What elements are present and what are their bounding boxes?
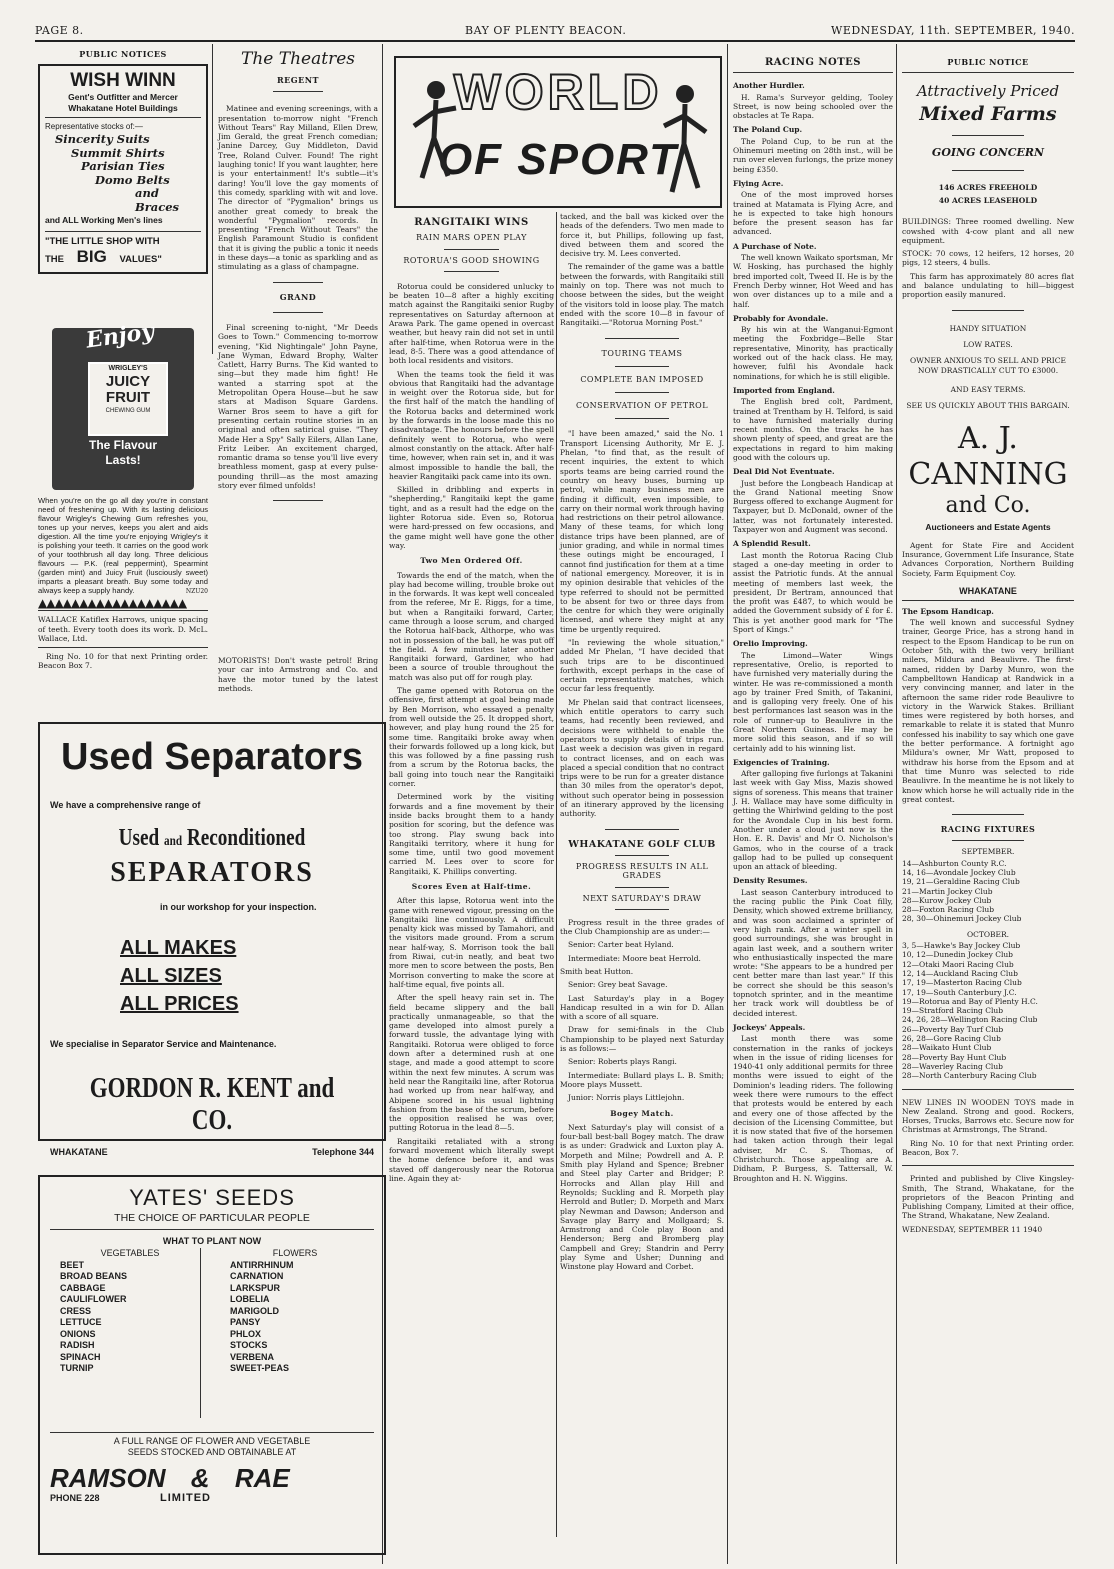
flower-item: LOBELIA bbox=[230, 1294, 270, 1304]
fixtures-month: SEPTEMBER. bbox=[961, 847, 1015, 857]
fixture-item: 28—North Canterbury Racing Club bbox=[902, 1071, 1037, 1081]
fixture-item: 19—Stratford Racing Club bbox=[902, 1006, 1004, 1016]
touring-subhead: COMPLETE BAN IMPOSED bbox=[580, 374, 704, 384]
farm-acres: 146 ACRES FREEHOLD bbox=[938, 183, 1038, 193]
rugby-paragraph: After this lapse, Rotorua went into the game with renewed vigour, pressing on the Rangitaiki line continuously. A difficult penalty kick was missed by Tamahori, and the visitors made ground. From a scrum near half-way, S. Morrison took the ball from Riwai, cut-in neatly, and beat two more men to score between the posts, Ben Morrison converting to make the score at half-time equal, five points all. bbox=[389, 896, 554, 989]
gum-code: NZU20 bbox=[185, 588, 208, 595]
ramson-rae-amp: & bbox=[190, 1463, 210, 1493]
racing-note-text: The English bred colt, Pardment, trained at Trentham by H. Telford, is said to have furnished materially during recent months. On the tracks he has shown plenty of speed, and great are the expectations in regard to him making good with the colours up. bbox=[733, 397, 893, 462]
motorists-notice bbox=[218, 656, 378, 716]
vegetable-item: ONIONS bbox=[60, 1328, 96, 1339]
rugby-paragraph: When the teams took the field it was obvious that Rangitaiki had the advantage in weight over the Rotorua side, but for the first half of the match the handling of the Rotorua backs and determined work by the forwards in the loose made this no disadvantage. The honours before the spell definitely went to Rotorua, who were almost constantly on the attack. After half-time, however, when rain set in, and it was almost impossible to handle the ball, the heavier Rangitaiki pack came into its own. bbox=[389, 369, 554, 481]
epsom-heading: The Epsom Handicap. bbox=[902, 606, 994, 616]
fixture-item: 28, 30—Ohinemuri Jockey Club bbox=[902, 914, 1022, 924]
vegetable-item: RADISH bbox=[60, 1340, 95, 1350]
golf-paragraph: Draw for semi-finals in the Club Championship to be played next Saturday is as follows:— bbox=[560, 1025, 724, 1054]
farm-feature: LOW RATES. bbox=[963, 339, 1013, 349]
canning-town: WHAKATANE bbox=[902, 582, 1074, 601]
racing-note-text: The well known Waikato sportsman, Mr W. Hosking, has purchased the highly bred imported colt, Tweed II. He is by the French Derby winner, Hot Weed and has won over distances up to a mile and a half. bbox=[733, 253, 893, 309]
gum-tag: The Flavour bbox=[88, 438, 157, 452]
racing-notes-column bbox=[733, 52, 893, 1542]
ad-slogan: "THE LITTLE SHOP WITH bbox=[45, 236, 160, 248]
flower-list bbox=[230, 1260, 360, 1375]
masthead bbox=[35, 0, 1075, 42]
fixture-item: 28—Poverty Bay Hunt Club bbox=[902, 1052, 1007, 1062]
section-heading: PUBLIC NOTICE bbox=[947, 57, 1029, 67]
gum-brand: FRUIT bbox=[105, 389, 151, 406]
stock-item: Domo Belts bbox=[95, 172, 170, 187]
farm-feature: HANDY SITUATION bbox=[949, 323, 1027, 333]
ad-line: and ALL Working Men's lines bbox=[45, 214, 201, 232]
racing-note-heading: A Purchase of Note. bbox=[733, 241, 817, 251]
rugby-subheading: Scores Even at Half-time. bbox=[411, 882, 532, 891]
flower-item: PANSY bbox=[230, 1317, 261, 1327]
separators-line: and bbox=[164, 834, 183, 849]
ad-slogan: THE bbox=[45, 254, 64, 266]
fixture-item: 10, 12—Dunedin Jockey Club bbox=[902, 950, 1013, 960]
golf-paragraph: Last Saturday's play in a Bogey Handicap resulted in a win for D. Allan with a score of all square. bbox=[560, 993, 724, 1022]
golf-result: Smith beat Hutton. bbox=[560, 967, 634, 976]
theatres-title: The Theatres bbox=[241, 49, 355, 69]
yates-range: SEEDS STOCKED AND OBTAINABLE AT bbox=[127, 1447, 297, 1457]
farm-detail: STOCK: 70 cows, 12 heifers, 12 horses, 20 pigs, 12 steers, 4 bulls. bbox=[902, 249, 1074, 268]
gum-brand: JUICY bbox=[105, 373, 151, 390]
racing-note-heading: Jockeys' Appeals. bbox=[733, 1022, 806, 1032]
racing-note-heading: The Poland Cup. bbox=[733, 125, 803, 135]
flower-item: VERBENA bbox=[230, 1351, 275, 1362]
racing-notes-list bbox=[733, 81, 893, 1183]
racing-note-heading: Orelio Improving. bbox=[733, 639, 808, 649]
golf-result: Junior: Norris plays Littlejohn. bbox=[568, 1093, 685, 1103]
ramson-rae-name: RAMSON bbox=[50, 1463, 166, 1493]
racing-title: RACING NOTES bbox=[764, 57, 861, 68]
vegetable-item: SPINACH bbox=[60, 1351, 101, 1362]
ramson-phone: PHONE 228 bbox=[50, 1493, 100, 1503]
golf-paragraph: Next Saturday's play will consist of a four-ball best-ball Bogey match. The draw is as under: Gradwick and Luxton play A. Morpeth and Milne; Powdrell and A. P. Smith play Hyland and Spence; Brebner and Steel play Carter and Bridger; P. Horrocks and Allan play Hill and Reynolds; Suckling and R. Morpeth play Herrold and Butler; D. Morpeth and Marx play Newman and Dawson; Anderson and Savage play Barry and Mollgaard; S. Armstrong and Cole play Boon and Henderson; Berg and Bromberg play Campbell and Grey; Standrin and Perry play Syme and Usher; Dunning and Winstone play Howard and Corbet. bbox=[560, 1122, 724, 1272]
farm-ad-title: Mixed Farms bbox=[919, 103, 1057, 126]
gum-copy: When you're on the go all day you're in constant need of freshening up. With its lasting delicious flavour Wrigley's Chewing Gum refreshes you, tones up your nerves, keeps you alert and aids digestion. All the time you're enjoying Wrigley's it is polishing your teeth. It carries on the good work of your toothbrush all day long. Three delicious flavours — P.K. (real peppermint), Spearmint (garden mint) and Juicy Fruit (lusciously sweet) imparts a pleasant breath. Buy some today and always keep a supply handy. bbox=[38, 496, 208, 595]
sport-column-b bbox=[560, 212, 724, 1537]
touring-headline: TOURING TEAMS bbox=[601, 348, 683, 358]
epsom-article: The well known and successful Sydney trainer, George Price, has a strong hand in respect to the Epsom Handicap to be run on October 5th, with the two very brilliant milers, Mildura and Beaulivre. The first-named, ridden by Darby Munro, won the Campbelltown Handicap at Randwick in a very convincing manner, and later in the afternoon the same rider rode Beaulivre to victory in the Warwick Stakes. Brilliant times were registered by both horses, and remarkable to relate it is stated that Munro confessed his inability to say which one gave the better performance. A fortnight ago Mildura's owner, Mr Watt, proposed to withdraw his horse from the Epsom and at that time Munro was selected to ride Beaulivre. In the meantime he is not likely to know which horse he will actually ride in the great contest. bbox=[902, 618, 1074, 804]
advertiser-name: WISH WINN bbox=[70, 70, 176, 92]
october-fixtures bbox=[902, 941, 1074, 1080]
vegetable-list bbox=[60, 1260, 200, 1375]
paper-title: BAY OF PLENTY BEACON. bbox=[465, 24, 627, 37]
racing-note-heading: Imported from England. bbox=[733, 385, 835, 395]
rugby-paragraph: Rotorua could be considered unlucky to be beaten 10—8 after a highly exciting match against the Rangitaiki senior Rugby representatives on Saturday afternoon at Arawa Park. The game opened in overcast weather, but heavy rain did not set in until after half-time, when Rotorua were in the lead, 8-5. There was a good attendance of both local residents and visitors. bbox=[389, 281, 554, 366]
flower-item: ANTIRRHINUM bbox=[230, 1259, 294, 1270]
flower-item: MARIGOLD bbox=[230, 1305, 279, 1316]
flower-item: CARNATION bbox=[230, 1271, 284, 1281]
gum-tagline bbox=[52, 438, 194, 468]
ramson-rae-name: RAE bbox=[234, 1463, 290, 1493]
wallace-notice: WALLACE Katiflex Harrows, unique spacing of teeth. Every tooth does its work. D. McL. Wallace, Ltd. bbox=[38, 615, 208, 643]
racing-note-text: One of the most improved horses trained at Matamata is Flying Acre, and he is expected to take high honours before the present season has far advanced. bbox=[733, 190, 893, 237]
farm-acres: 40 ACRES LEASEHOLD bbox=[938, 196, 1038, 206]
vegetable-item: CAULIFLOWER bbox=[60, 1294, 127, 1304]
regent-heading: REGENT bbox=[277, 75, 319, 85]
stock-item: and Braces bbox=[135, 186, 180, 214]
golf-result: Intermediate: Moore beat Herrold. bbox=[568, 953, 701, 963]
fixture-item: 19, 21—Geraldine Racing Club bbox=[902, 877, 1020, 887]
toys-notice: NEW LINES IN WOODEN TOYS made in New Zealand. Strong and good. Rockers, Horses, Trucks, Barrows etc. Secure now for Christmas at Armstrongs, The Strand. bbox=[902, 1097, 1074, 1135]
separators-ad bbox=[38, 722, 386, 1158]
fixture-item: 28—Foxton Racing Club bbox=[902, 905, 994, 915]
racing-note-heading: Density Resumes. bbox=[733, 876, 808, 886]
racing-note-text: The Limond—Water Wings representative, Orelio, is reported to have furnished very materially during the winter. He was re-commissioned a month ago by trainer Fred Smith, of Takanini, and is galloping very freely. One of his best performances last season was in the role of runner-up to Beaulivre in the Great Northern Guineas. He may be more solid this season, and if so will certainly add to his winning list. bbox=[733, 650, 893, 753]
flower-item: STOCKS bbox=[230, 1340, 268, 1350]
racing-note-text: After galloping five furlongs at Takanini last week with Gay Miss, Mazis showed signs of soreness. This means that trainer J. H. Wallace may have some difficulty in getting the Whirlwind gelding to the post for the Avondale Cup in his best form. Another under a cloud just now is the Hon. E. R. Davis' and Mr O. Nicholson's Gamos, who in the course of a track gallop had to be pulled up consequent upon an attack of bleeding. bbox=[733, 769, 893, 872]
fixture-item: 3, 5—Hawke's Bay Jockey Club bbox=[902, 941, 1021, 951]
golf-result: Senior: Carter beat Hyland. bbox=[568, 940, 674, 950]
canning-agent: Agent for State Fire and Accident Insurance, Government Life Insurance, State Advances Corporation, Northern Building Society, Farm Equipment Coy. bbox=[902, 540, 1074, 578]
farm-detail: This farm has approximately 80 acres flat and balance undulating to hill—biggest proportion easily manured. bbox=[902, 271, 1074, 300]
rugby-paragraph: Towards the end of the match, when the play had become willing, trouble broke out in the forwards. It was kept well concealed from the referee, Mr E. Riggs, for a time, but when a Rangitaiki forward, Carter, came through a loose scrum, and charged the Rotorua half-back, Althorpe, who was not in possession of the ball, he was put off the field. A few minutes later another Rangitaiki forward, Gardiner, who had been a source of trouble throughout the match was also put off for rough play. bbox=[389, 570, 554, 682]
vegetable-item: CRESS bbox=[60, 1305, 92, 1316]
golf-result: Intermediate: Bullard plays L. B. Smith; Moore plays Mussett. bbox=[560, 1070, 724, 1089]
imprint: Printed and published by Clive Kingsley-Smith, The Strand, Whakatane, for the proprietors of the Beacon Printing and Publishing Company, Limited at their office, The Strand, Whakatane, New Zealand. bbox=[902, 1174, 1074, 1221]
racing-note-text: Last season Canterbury introduced to the racing public the Pink Coat filly, Density, which showed extreme brilliancy, and was soon acclaimed a sprinter of very high rank. After a winter spell in good surroundings, she was brought in again last week, and a southern writer who enthusiastically inspected the mare wrote: "She appears to be a hundred per cent better mare than last year." If this be correct she should be this season's topnotch sprinter, and in the meantime her track work will doubtless be of decided interest. bbox=[733, 887, 893, 1018]
banner-title: OF SPORT bbox=[437, 135, 679, 184]
issue-date: WEDNESDAY, 11th. SEPTEMBER, 1940. bbox=[831, 24, 1075, 37]
stock-item: Parisian Ties bbox=[81, 159, 165, 174]
banner-title: WORLD bbox=[453, 64, 663, 120]
fixtures-heading: RACING FIXTURES bbox=[940, 824, 1036, 835]
motorists-text: MOTORISTS! Don't waste petrol! Bring your car into Armstrong and Co. and have the motor tuned by the latest methods. bbox=[218, 656, 378, 693]
stock-item: Summit Shirts bbox=[71, 145, 165, 160]
separators-feature: ALL SIZES bbox=[120, 965, 222, 987]
yates-veg-heading: VEGETABLES bbox=[100, 1248, 160, 1258]
golf-paragraph: Progress result in the three grades of the Club Championship are as under:— bbox=[560, 917, 724, 937]
fixture-item: 21—Martin Jockey Club bbox=[902, 886, 993, 896]
racing-note-heading: Probably for Avondale. bbox=[733, 313, 829, 323]
racing-note-text: Just before the Longbeach Handicap at the Grand National meeting Snow Burgess offered to exchange Augment for Taxpayer, but D. McDonald, owner of the latter, was not fortunately interested. Taxpayer won and Augment was second. bbox=[733, 478, 893, 535]
fixtures-month: OCTOBER. bbox=[966, 929, 1010, 939]
flower-item: LARKSPUR bbox=[230, 1282, 281, 1293]
separators-firm: GORDON R. KENT and CO. bbox=[89, 1073, 335, 1137]
golf-subheading: Bogey Match. bbox=[610, 1108, 674, 1118]
racing-note-heading: Exigencies of Training. bbox=[733, 757, 830, 767]
ad-line: Gent's Outfitter and Mercer bbox=[68, 92, 178, 103]
ad-line: Representative stocks of:— bbox=[45, 122, 143, 132]
fixture-item: 12—Otaki Maori Racing Club bbox=[902, 959, 1014, 969]
racing-note-text: By his win at the Wanganui-Egmont meeting the Foxbridge—Belle Star representative, Minority, has practically worked out of the hack class. He may, however, fulfil his Avondale hack nominations, for which he is still eligible. bbox=[733, 325, 893, 381]
separators-feature: ALL MAKES bbox=[120, 937, 237, 959]
grand-heading: GRAND bbox=[279, 291, 317, 302]
gum-brand: WRIGLEY'S bbox=[108, 365, 148, 372]
separators-workshop: in our workshop for your inspection. bbox=[160, 902, 317, 912]
golf-result: Senior: Grey beat Savage. bbox=[568, 980, 668, 990]
rugby-subhead: RAIN MARS OPEN PLAY bbox=[416, 233, 527, 243]
fixture-item: 17, 19—Masterton Racing Club bbox=[902, 978, 1022, 988]
section-heading: PUBLIC NOTICES bbox=[79, 49, 167, 59]
separators-phone: Telephone 344 bbox=[312, 1147, 374, 1158]
touring-paragraph: "In reviewing the whole situation," added Mr Phelan, "I have decided that such trips are to be discontinued forthwith, except perhaps in the case of certain representative matches, which occur far less frequently. bbox=[560, 637, 724, 694]
canning-firm: A. J. CANNING bbox=[908, 420, 1068, 492]
farm-going-concern: GOING CONCERN bbox=[931, 146, 1045, 160]
ad-slogan: VALUES" bbox=[119, 254, 162, 266]
yates-range: A FULL RANGE OF FLOWER AND VEGETABLE bbox=[113, 1436, 311, 1446]
fixture-item: 26, 28—Gore Racing Club bbox=[902, 1034, 1001, 1044]
racing-note-text: Last month the Rotorua Racing Club staged a one-day meeting in order to assist the Patriotic funds. At the annual meeting of members last week, the president, Dr Bertram, announced that the profit was £487, to which would be added the Government subsidy of £ for £. This is yet another good mark for "The Sport of Kings." bbox=[733, 550, 893, 635]
fixture-item: 14, 16—Avondale Jockey Club bbox=[902, 867, 1016, 877]
canning-firm: and Co. bbox=[945, 492, 1031, 518]
farm-detail: BUILDINGS: Three roomed dwelling. New cowshed with 4-cow plant and all new equipment. bbox=[902, 217, 1074, 245]
golf-subhead: NEXT SATURDAY'S DRAW bbox=[582, 893, 702, 903]
athlete-figure bbox=[660, 82, 710, 200]
separators-title: Used Separators bbox=[60, 736, 363, 778]
racing-note-heading: Deal Did Not Eventuate. bbox=[733, 467, 835, 477]
ramson-limited: LIMITED bbox=[160, 1492, 211, 1504]
flower-item: SWEET-PEAS bbox=[230, 1363, 290, 1373]
golf-headline: WHAKATANE GOLF CLUB bbox=[568, 838, 716, 850]
fixture-item: 19—Rotorua and Bay of Plenty H.C. bbox=[902, 996, 1038, 1006]
gum-tag: Lasts! bbox=[105, 453, 141, 467]
racing-note-text: The Poland Cup, to be run at the Ohinemuri meeting on 28th inst., will be run over eleven furlongs, the prize money being £350. bbox=[733, 136, 893, 174]
wish-winn-ad bbox=[38, 64, 208, 274]
fixture-item: 26—Poverty Bay Turf Club bbox=[902, 1024, 1004, 1034]
separators-line: Used bbox=[118, 825, 160, 851]
vegetable-item: TURNIP bbox=[60, 1363, 94, 1373]
vegetable-item: BEET bbox=[60, 1259, 85, 1270]
athlete-figure bbox=[406, 78, 466, 198]
rugby-subheading: Two Men Ordered Off. bbox=[420, 556, 523, 566]
fixture-item: 28—Waikato Hunt Club bbox=[902, 1043, 992, 1053]
gum-brand: CHEWING GUM bbox=[105, 408, 151, 414]
farm-ad-title: Attractively Priced bbox=[916, 82, 1060, 101]
rugby-paragraph: Skilled in dribbling and experts in "shepherding," Rangitaiki kept the game tight, and as a result had the edge on the lighter Rotorua side. Even so, Rotorua were hard-pressed on few occasions, and the game might well have gone the other way. bbox=[389, 485, 554, 550]
vegetable-item: LETTUCE bbox=[60, 1317, 102, 1327]
rugby-paragraph: The game opened with Rotorua on the offensive, first attempt at goal being made by Ben Morrison, who essayed a penalty from well outside the 25. It dropped short, however, and play hung round the 25 for some time. Rangitaiki broke away when their forwards followed up a long kick, but this was followed by a fine passing rush from a scrum by the Rotorua backs, the ball going into touch near the Rangitaiki corner. bbox=[389, 686, 554, 789]
golf-result: Senior: Roberts plays Rangi. bbox=[568, 1057, 677, 1067]
golf-subhead: PROGRESS RESULTS IN ALL GRADES bbox=[575, 861, 709, 881]
world-of-sport-banner bbox=[394, 56, 722, 208]
yates-title: YATES' SEEDS bbox=[129, 1185, 295, 1210]
yates-seeds-ad bbox=[38, 1175, 386, 1555]
wrigleys-ad bbox=[38, 318, 208, 671]
vegetable-item: CABBAGE bbox=[60, 1282, 106, 1293]
farm-feature: SEE US QUICKLY ABOUT THIS BARGAIN. bbox=[906, 400, 1070, 410]
yates-flower-heading: FLOWERS bbox=[272, 1248, 318, 1258]
touring-paragraph: Mr Phelan said that contract licensees, which entitle operators to carry such teams, had recently been reviewed, and decisions were withheld to enable the operators to supply details of trips run. Last week a decision was given in regard to contract licenses, and on each was placed a special condition that no contract trips were to be run for a greater distance than 30 miles from the operator's depot, without such operator being in possession of an itinerary approved by the licensing authority. bbox=[560, 697, 724, 819]
stock-list bbox=[45, 133, 201, 214]
column-rule bbox=[212, 44, 213, 354]
ad-slogan: BIG bbox=[76, 247, 107, 267]
gum-illustration bbox=[52, 318, 194, 490]
public-notice-column bbox=[902, 52, 1074, 1542]
regent-review: Matinee and evening screenings, with a presentation to-morrow night "French Without Tears" Ray Milland, Ellen Drew, Jim Gerald, the great French comedian; Janine Darcey, Guy Middleton, David Tree, Roland Culver. Found! The right laughing tonic! If you want laughter, here is your entertainment! It's subtle—it's daring! You'll love the gay moments of this comedy, sparkling with wit and love. The director of "Pygmalion" brings us another great comedy to break the wonderful "Pygmalion" records. In presenting "French Without Tears" the English Paramount Studio is confident that it is giving the public a tonic it needs in these days—a tonic as sparkling and as stimulating as a glass of champagne. bbox=[218, 104, 379, 272]
rugby-paragraph: Rangitaiki retaliated with a strong forward movement which literally swept the home defence before it, and was staved off dangerously near the Rotorua line. Again they at- bbox=[389, 1136, 554, 1183]
separators-town: WHAKATANE bbox=[50, 1147, 108, 1158]
separators-intro: We have a comprehensive range of bbox=[50, 800, 201, 810]
separators-heading: SEPARATORS bbox=[110, 857, 314, 888]
racing-note-text: Last month there was some consternation in the ranks of jockeys when in the issue of riding licenses for 1940-41 only additional permits for three months were issued to eight of the Dominion's leading riders. The following week there were rumours to the effect that protests would be entered by each and every one of those affected by the decision of the Licensing Committee, but it is now stated that five of the horsemen had taken action through their legal adviser, Mr C. S. Thomas, of Christchurch. Those appealing are A. Didham, P. Burgess, S. Tattersall, W. Broughton and H. N. Wiggins. bbox=[733, 1034, 893, 1183]
grand-review: Final screening to-night, "Mr Deeds Goes to Town." Commencing to-morrow evening, "Kid Nightingale" John Payne, Jane Wyman, Edward Brophy, Walter Catlett, Harry Burns. The Kid wanted to sing—but they made him fight! He wanted a starring spot at the Metropolitan Opera House—but he saw stars at Madison Square Gardens. Warner Bros seem to have a gift for presenting certain routine stories in an original and often satirical guise. "They Made Her a Spy" Sally Eilers, Allan Lane, Fritz Leiber. An excitement charged, romantic drama so tense you'll live every breathless moment, gasp at every pulse-pounding thrill—as the most amazing story ever filmed unfolds! bbox=[218, 322, 378, 490]
printing-notice: Ring No. 10 for that next Printing order. Beacon Box 7. bbox=[38, 652, 208, 671]
public-notices-column bbox=[38, 44, 208, 354]
triangle-border: ▲▲▲▲▲▲▲▲▲▲▲▲▲▲▲▲▲▲ bbox=[38, 596, 208, 611]
page-number: PAGE 8. bbox=[35, 24, 84, 37]
gum-enjoy-text: Enjoy bbox=[84, 318, 156, 354]
racing-note-heading: Flying Acre. bbox=[733, 178, 784, 188]
flower-item: PHLOX bbox=[230, 1328, 262, 1339]
ad-line: Whakatane Hotel Buildings bbox=[45, 103, 201, 118]
rugby-paragraph: tacked, and the ball was kicked over the heads of the defenders. Two men made to force it, but Phillips, following up fast, dived between them and scored the decisive try. M. Lees converted. bbox=[560, 212, 724, 259]
yates-subtitle: THE CHOICE OF PARTICULAR PEOPLE bbox=[50, 1211, 374, 1230]
rugby-report-column bbox=[389, 212, 554, 1537]
fixture-item: 28—Waverley Racing Club bbox=[902, 1061, 1003, 1071]
theatres-column bbox=[218, 44, 379, 490]
farm-feature: AND EASY TERMS. bbox=[950, 384, 1026, 394]
canning-tagline: Auctioneers and Estate Agents bbox=[925, 521, 1051, 532]
september-fixtures bbox=[902, 859, 1074, 924]
yates-what: WHAT TO PLANT NOW bbox=[162, 1236, 262, 1246]
touring-subhead: CONSERVATION OF PETROL bbox=[575, 401, 708, 411]
racing-note-heading: A Splendid Result. bbox=[733, 539, 811, 549]
rugby-paragraph: After the spell heavy rain set in. The field became slippery and the ball practically unmanageable, so that the game developed into almost purely a forward tussle, the advantage lying with Rangitaiki. Rotorua were obliged to force down after a determined rush at one stage, and made a good attempt to score within the next few minutes. A scrum was held near the Rangitaiki line, after Rotorua had worked up from near half-way, and Abipene scored in his usual lightning fashion from the base of the scrum, before the opposition realised he was over, putting Rotorua in the lead 8—5. bbox=[389, 993, 554, 1133]
rugby-subhead: ROTORUA'S GOOD SHOWING bbox=[403, 255, 540, 265]
fixture-item: 17, 19—South Canterbury J.C. bbox=[902, 987, 1017, 997]
separators-feature: ALL PRICES bbox=[120, 993, 239, 1015]
rugby-paragraph: The remainder of the game was a battle between the forwards, with Rangitaiki still mainly on top. There was not much to choose between the sides, but the weight of the visitors told in loose play. The match ended with the score 10—8 in favour of Rangitaiki.—"Rotorua Morning Post." bbox=[560, 262, 724, 328]
vegetable-item: BROAD BEANS bbox=[60, 1271, 128, 1281]
racing-note-heading: Another Hurdler. bbox=[733, 81, 805, 91]
touring-paragraph: "I have been amazed," said the No. 1 Transport Licensing Authority, Mr E. J. Phelan, "to find that, as the result of recent inquiries, the extent to which sports teams are being carried round the country on heavy buses, burning up petrol, while many business men are finding it difficult, even impossible, to carry on their normal work through having had restrictions on their petrol allowance. Many of these teams, for which long distance trips have been planned, are of junior grading, and while in normal times these outings might be encouraged, I cannot find justification for them at a time of national emergency. Moreover, it is in my opinion desirable that vehicles of the type referred to should not be permitted to be absent for two or three days from the centre for which they were originally licensed, and where they might at any time be urgently required. bbox=[560, 429, 724, 634]
column-rule bbox=[727, 44, 728, 1564]
footer-date: WEDNESDAY, SEPTEMBER 11 1940 bbox=[902, 1224, 1043, 1234]
fixture-item: 28—Kurow Jockey Club bbox=[902, 895, 992, 905]
fixture-item: 14—Ashburton County R.C. bbox=[902, 858, 1007, 868]
fixture-item: 24, 26, 28—Wellington Racing Club bbox=[902, 1015, 1038, 1025]
fixture-item: 12, 14—Auckland Racing Club bbox=[902, 968, 1018, 978]
printing-notice: Ring No. 10 for that next Printing order. Beacon, Box 7. bbox=[902, 1138, 1074, 1157]
gum-pack bbox=[88, 362, 168, 436]
rugby-headline: RANGITAIKI WINS bbox=[414, 217, 529, 228]
column-rule bbox=[896, 44, 897, 1564]
rugby-paragraph: Determined work by the visiting forwards and a fine movement by their inside backs brought them to a handy position for scoring, but the defence was too strong. Play swung back into Rangitaiki territory, where it hung for some time, until two good movement carried M. Lees over to score for Rangitaiki, K. Phillips converting. bbox=[389, 792, 554, 876]
separators-service: We specialise in Separator Service and Maintenance. bbox=[50, 1039, 277, 1049]
stock-item: Sincerity Suits bbox=[55, 132, 150, 147]
separators-line: Reconditioned bbox=[186, 825, 306, 851]
farm-feature: OWNER ANXIOUS TO SELL AND PRICE NOW DRASTICALLY CUT TO £3000. bbox=[910, 355, 1066, 375]
racing-note-text: H. Rama's Surveyor gelding, Tooley Street, is now being schooled over the obstacles at Te Rapa. bbox=[733, 92, 893, 121]
